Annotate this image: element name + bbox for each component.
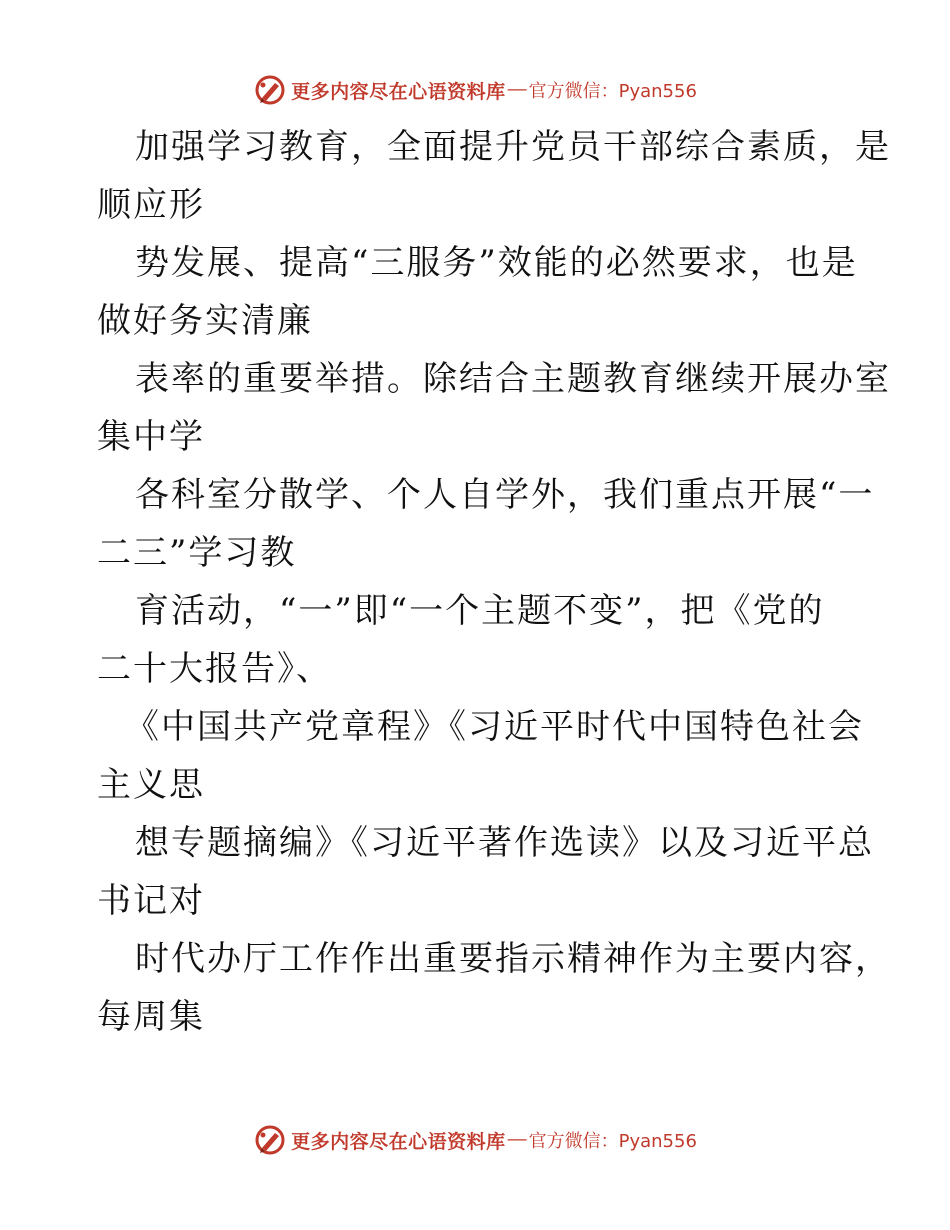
document-body: [97, 118, 891, 1046]
text-line: 二三”学习教: [97, 533, 297, 573]
text-line: 主义思: [97, 765, 205, 805]
text-line: 时代办厅工作作出重要指示精神作为主要内容，: [135, 939, 891, 979]
banner-separator: —: [507, 79, 527, 100]
pen-logo-icon: [253, 1123, 287, 1157]
text-line: 育活动，“一”即“一个主题不变”，把《党的: [135, 591, 825, 631]
text-line: 想专题摘编》《习近平著作选读》以及习近平总: [135, 823, 874, 863]
header-banner: [0, 70, 950, 110]
banner-contact-text: 官方微信：Pyan556: [528, 1131, 697, 1152]
text-line: 加强学习教育，全面提升党员干部综合素质，是: [135, 127, 891, 167]
text-line: 二十大报告》、: [97, 649, 332, 689]
text-line: 势发展、提高“三服务”效能的必然要求，也是: [135, 243, 858, 283]
banner-separator: —: [507, 1129, 527, 1150]
text-line: 做好务实清廉: [97, 301, 313, 341]
banner-contact-text: 官方微信：Pyan556: [528, 81, 697, 102]
text-line: 《中国共产党章程》《习近平时代中国特色社会: [125, 707, 864, 747]
text-line: 表率的重要举措。除结合主题教育继续开展办室: [135, 359, 891, 399]
text-line: 书记对: [97, 881, 205, 921]
pen-logo-icon: [253, 73, 287, 107]
banner-main-text: 更多内容尽在心语资料库: [291, 1130, 506, 1153]
footer-banner: [0, 1120, 950, 1160]
text-line: 每周集: [97, 997, 205, 1037]
text-line: 各科室分散学、个人自学外，我们重点开展“一: [135, 475, 875, 515]
text-line: 顺应形: [97, 185, 205, 225]
banner-main-text: 更多内容尽在心语资料库: [291, 80, 506, 103]
text-line: 集中学: [97, 417, 205, 457]
